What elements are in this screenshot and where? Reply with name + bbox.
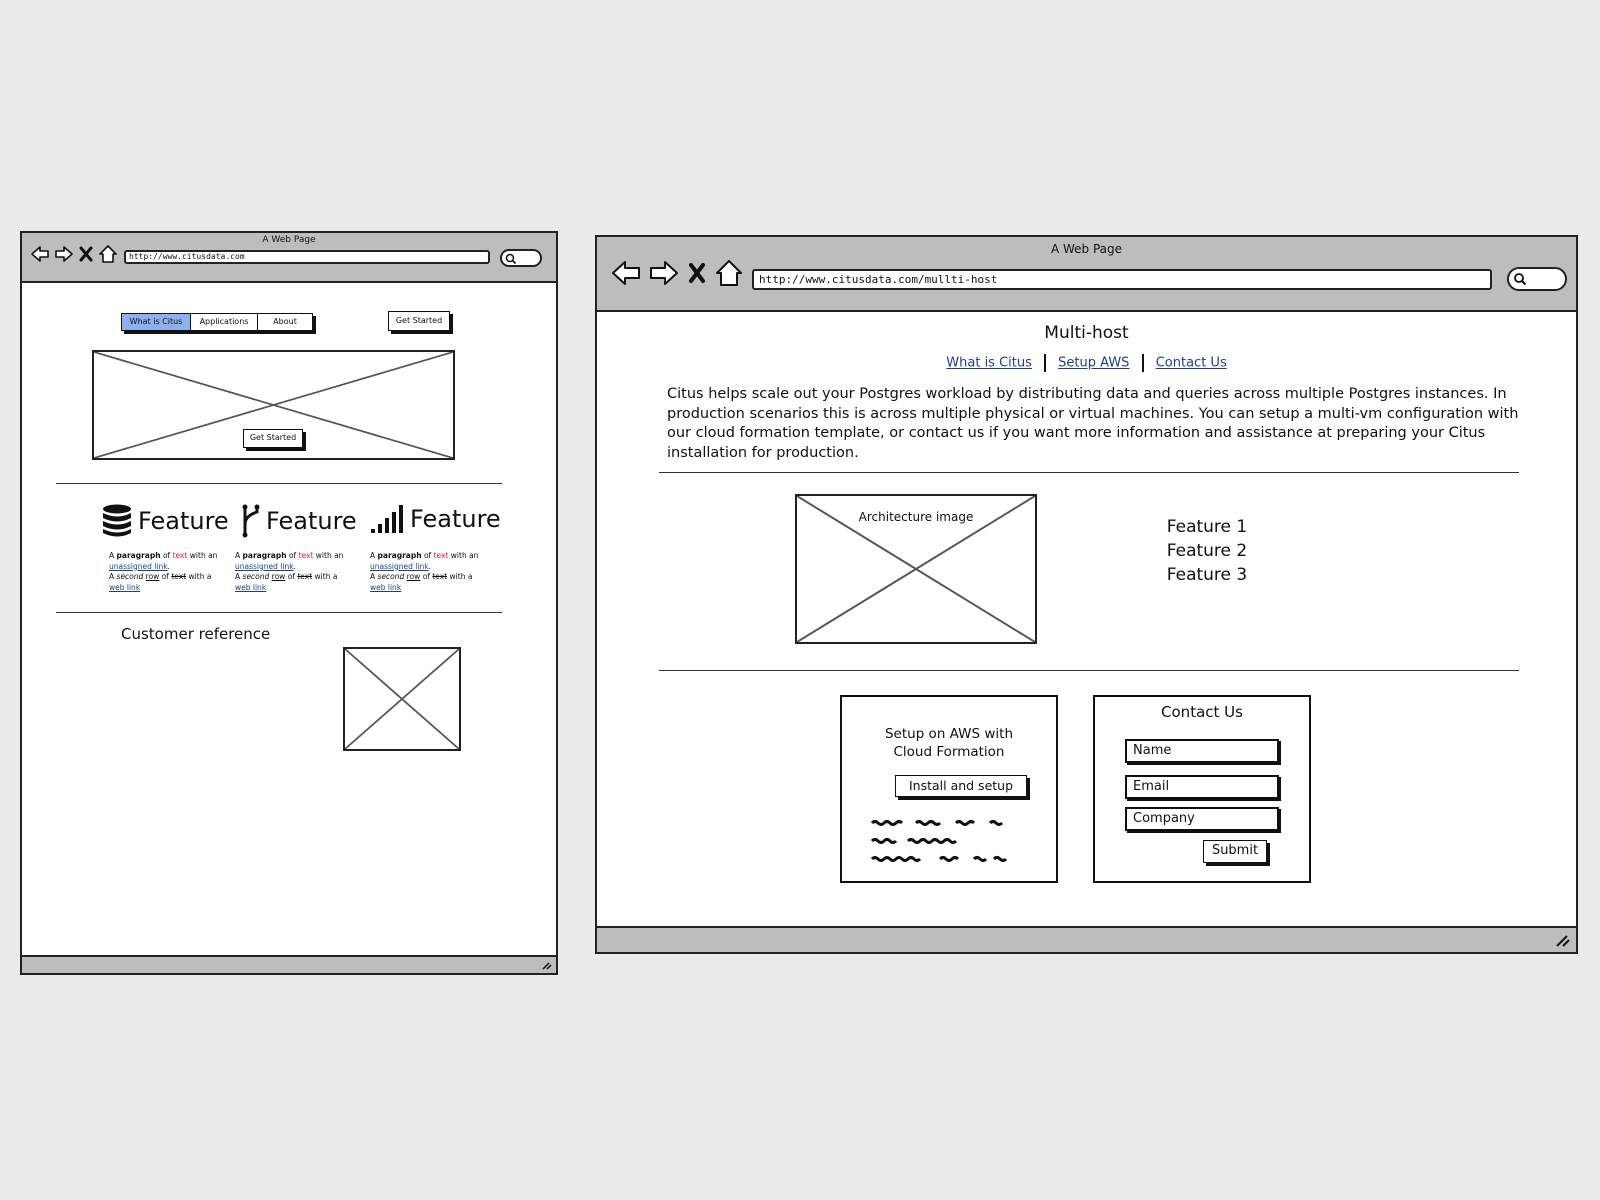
stop-icon[interactable] [78,245,94,263]
feature-list [1137,515,1277,587]
small-search-field[interactable] [500,249,542,267]
architecture-image-placeholder [795,494,1037,644]
large-divider-2 [659,670,1519,671]
back-icon[interactable] [30,245,50,263]
intro-paragraph: Citus helps scale out your Postgres workload by distributing data and queries across multiple Postgres instances. In production scenarios this is across multiple physical or virtual machines. You can setup a multi-vm configuration with our cloud formation template, or contact us if you want more information and assistance at preparing your Citus installation for production. [667,386,1519,461]
scribble-text-placeholder [870,817,1020,865]
feature-1-title: Feature [138,507,229,535]
database-icon [102,504,132,538]
signal-bars-icon [370,504,404,534]
feature-1-text: A paragraph of text with an unassigned link. A second row of text with a web link [109,551,218,592]
small-window-status-bar [22,955,556,973]
home-icon[interactable] [715,259,743,287]
feature-list-item-1: Feature 1 [1166,517,1248,537]
feature-3-text: A paragraph of text with an unassigned link. A second row of text with a web link [370,551,479,592]
large-browser-window [595,235,1578,954]
feature-1 [102,504,232,538]
feature-2-title: Feature [266,507,357,535]
small-tab-bar [121,313,313,331]
resize-grip-icon[interactable] [1554,933,1570,947]
small-divider-1 [56,483,502,484]
search-icon [505,253,517,265]
forward-icon[interactable] [649,260,679,286]
get-started-top-button[interactable]: Get Started [388,311,450,331]
large-url-field[interactable]: http://www.citusdata.com/mullti-host [752,269,1492,290]
unassigned-link[interactable]: unassigned link [370,561,429,571]
large-search-field[interactable] [1507,267,1567,291]
small-window-chrome [22,233,556,283]
page-title: Multi-host [1044,323,1129,343]
feature-3-title: Feature [410,505,501,533]
tab-about[interactable]: About [273,317,297,326]
tab-applications[interactable]: Applications [191,314,258,330]
tab-what-is-citus[interactable]: What is Citus [122,314,191,330]
feature-list-item-2: Feature 2 [1166,541,1248,561]
forward-icon[interactable] [54,245,74,263]
customer-reference-label: Customer reference [121,625,271,643]
link-what-is-citus[interactable]: What is Citus [946,355,1032,371]
fork-icon [240,504,262,538]
stop-icon[interactable] [687,260,707,286]
feature-2-text: A paragraph of text with an unassigned link. A second row of text with a web link [235,551,344,592]
large-window-chrome [597,237,1576,312]
name-field[interactable]: Name [1125,739,1279,763]
large-window-status-bar [597,926,1576,952]
contact-panel-title: Contact Us [1161,703,1243,721]
web-link[interactable]: web link [109,582,141,592]
page-links [597,354,1576,372]
feature-3 [370,504,520,534]
contact-us-panel [1093,695,1311,883]
company-field[interactable]: Company [1125,807,1279,831]
large-window-title: A Web Page [1050,242,1123,256]
get-started-hero-button[interactable]: Get Started [243,429,303,448]
install-and-setup-button[interactable]: Install and setup [895,775,1027,797]
aws-setup-panel [840,695,1058,883]
unassigned-link[interactable]: unassigned link [235,561,294,571]
back-icon[interactable] [611,260,641,286]
link-contact-us[interactable]: Contact Us [1155,355,1227,371]
search-icon [1513,272,1527,286]
submit-button[interactable]: Submit [1203,840,1267,863]
resize-grip-icon[interactable] [540,960,552,970]
large-divider-1 [659,472,1519,473]
email-field[interactable]: Email [1125,775,1279,799]
feature-2 [240,504,370,538]
small-browser-window [20,231,558,975]
link-setup-aws[interactable]: Setup AWS [1058,355,1130,371]
small-divider-2 [56,612,502,613]
web-link[interactable]: web link [235,582,267,592]
architecture-image-label: Architecture image [858,510,974,524]
unassigned-link[interactable]: unassigned link [109,561,168,571]
home-icon[interactable] [98,245,118,263]
feature-list-item-3: Feature 3 [1166,565,1248,585]
customer-reference-image-placeholder [343,647,461,751]
web-link[interactable]: web link [370,582,402,592]
small-url-field[interactable]: http://www.citusdata.com [124,250,490,264]
aws-panel-title: Setup on AWS with Cloud Formation [884,726,1014,760]
small-window-title: A Web Page [262,235,316,245]
